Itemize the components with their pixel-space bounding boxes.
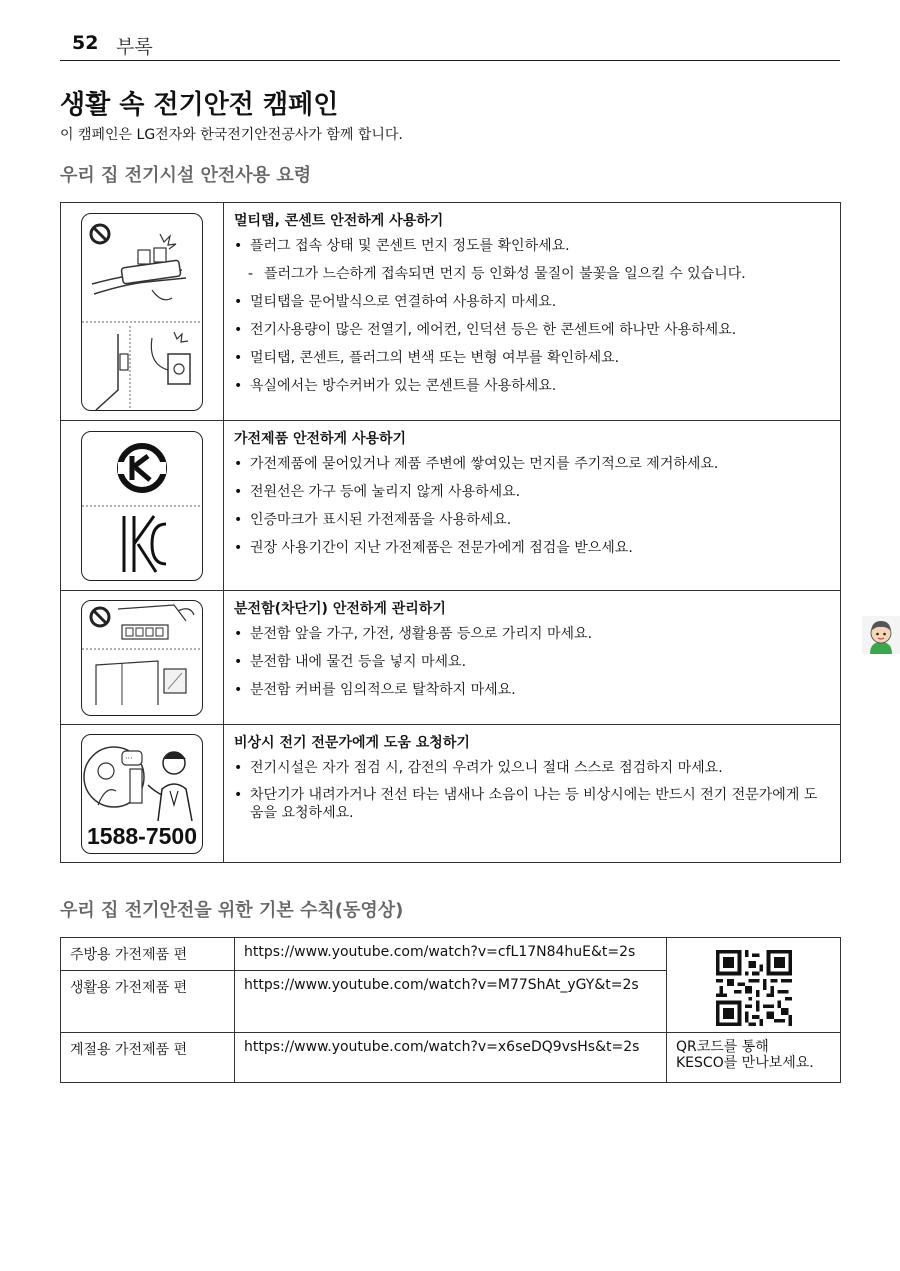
qr-code[interactable]	[676, 944, 831, 1026]
bullet-list	[234, 758, 830, 822]
expert-help-icon	[82, 735, 202, 821]
video-url-link[interactable]: https://www.youtube.com/watch?v=x6seDQ9vsHs&t=2s	[235, 1033, 667, 1083]
list-item: • 전기사용량이 많은 전열기, 에어컨, 인덕션 등은 한 콘센트에 하나만 사용하세요.	[234, 322, 737, 338]
text-cell	[224, 725, 841, 863]
intro-text: 이 캠페인은 LG전자와 한국전기안전공사가 함께 합니다.	[60, 127, 403, 143]
plug-spark-icon	[82, 214, 202, 410]
qr-cell	[667, 938, 841, 1033]
icon-cell	[61, 591, 224, 725]
table-row	[61, 421, 841, 591]
list-item: • 분전함 앞을 가구, 가전, 생활용품 등으로 가리지 마세요.	[234, 626, 593, 642]
multitap-illustration	[81, 213, 203, 411]
page-header	[60, 28, 840, 61]
table-row	[61, 938, 841, 971]
bullet-list	[234, 236, 830, 396]
list-item: • 플러그 접속 상태 및 콘센트 먼지 정도를 확인하세요.	[234, 238, 570, 254]
icon-cell	[61, 203, 224, 421]
video-label: 생활용 가전제품 편	[61, 971, 235, 1033]
list-item: • 권장 사용기간이 지난 가전제품은 전문가에게 점검을 받으세요.	[234, 540, 633, 556]
kc-mark-icon	[82, 432, 202, 580]
qr-note-line: KESCO를 만나보세요.	[676, 1055, 814, 1071]
list-item: • 전기시설은 자가 점검 시, 감전의 우려가 있으니 절대 스스로 점검하지 마세요.	[234, 760, 723, 776]
mascot-tab[interactable]	[862, 616, 900, 654]
hotline-illustration	[81, 734, 203, 854]
table-row	[61, 591, 841, 725]
list-item: • 분전함 내에 물건 등을 넣지 마세요.	[234, 654, 467, 670]
page-title: 생활 속 전기안전 캠페인	[60, 90, 339, 120]
text-cell	[224, 421, 841, 591]
list-item: • 멀티탭, 콘센트, 플러그의 변색 또는 변형 여부를 확인하세요.	[234, 350, 620, 366]
page-number: 52	[72, 32, 99, 54]
list-item: • 가전제품에 묻어있거나 제품 주변에 쌓여있는 먼지를 주기적으로 제거하세요.	[234, 456, 719, 472]
table-row	[61, 1033, 841, 1083]
bullet-list	[234, 454, 830, 558]
video-label: 주방용 가전제품 편	[61, 938, 235, 971]
list-item: • 인증마크가 표시된 가전제품을 사용하세요.	[234, 512, 512, 528]
safety-tips-table	[60, 202, 841, 863]
section-title: 비상시 전기 전문가에게 도움 요청하기	[234, 735, 470, 751]
icon-cell	[61, 725, 224, 863]
hotline-number: 1588-7500	[87, 822, 197, 849]
list-item: • 전원선은 가구 등에 눌리지 않게 사용하세요.	[234, 484, 521, 500]
list-item: - 플러그가 느슨하게 접속되면 먼지 등 인화성 물질이 불꽃을 일으킬 수 있습니다.	[248, 266, 746, 282]
section-label: 부록	[116, 36, 153, 58]
qr-code-icon	[716, 950, 792, 1026]
svg-text:···: ···	[125, 753, 133, 763]
video-url-link[interactable]: https://www.youtube.com/watch?v=cfL17N84huE&t=2s	[235, 938, 667, 971]
section-heading-facility: 우리 집 전기시설 안전사용 요령	[60, 165, 312, 186]
section-heading-video: 우리 집 전기안전을 위한 기본 수칙(동영상)	[60, 900, 404, 921]
table-row	[61, 203, 841, 421]
qr-note	[667, 1033, 841, 1083]
list-item: • 분전함 커버를 임의적으로 탈착하지 마세요.	[234, 682, 516, 698]
section-title: 가전제품 안전하게 사용하기	[234, 431, 407, 447]
breaker-panel-icon	[82, 601, 202, 715]
video-label: 계절용 가전제품 편	[61, 1033, 235, 1083]
mascot-icon	[862, 616, 900, 654]
panel-illustration	[81, 600, 203, 716]
text-cell	[224, 203, 841, 421]
video-url-link[interactable]: https://www.youtube.com/watch?v=M77ShAt_yGY&t=2s	[235, 971, 667, 1033]
certification-marks	[81, 431, 203, 581]
bullet-list	[234, 624, 830, 700]
text-cell	[224, 591, 841, 725]
icon-cell	[61, 421, 224, 591]
section-title: 멀티탭, 콘센트 안전하게 사용하기	[234, 213, 444, 229]
list-item: • 욕실에서는 방수커버가 있는 콘센트를 사용하세요.	[234, 378, 557, 394]
list-item: • 차단기가 내려가거나 전선 타는 냄새나 소음이 나는 등 비상시에는 반드시 전기 전문가에게 도움을 요청하세요.	[234, 787, 818, 821]
video-links-table	[60, 937, 841, 1083]
qr-note-line: QR코드를 통해	[676, 1039, 769, 1055]
section-title: 분전함(차단기) 안전하게 관리하기	[234, 601, 446, 617]
table-row	[61, 725, 841, 863]
list-item: • 멀티탭을 문어발식으로 연결하여 사용하지 마세요.	[234, 294, 557, 310]
